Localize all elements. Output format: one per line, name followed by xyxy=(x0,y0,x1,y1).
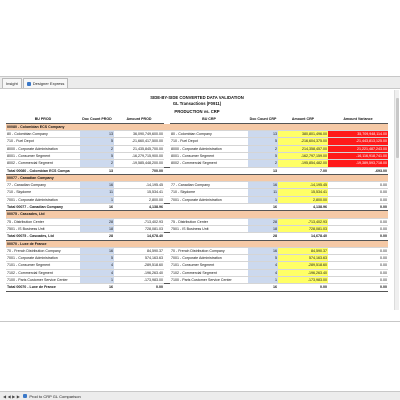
total-row xyxy=(6,204,388,211)
table-cell: 2,800.00 xyxy=(278,196,328,203)
table-cell: 18 xyxy=(248,225,278,232)
table-cell: -196,263.40 xyxy=(114,269,164,276)
table-cell: 700.00 xyxy=(114,167,164,174)
table-cell: 16 xyxy=(80,182,114,189)
table-cell: 13 xyxy=(80,131,114,138)
table-cell: -289,518.60 xyxy=(114,262,164,269)
table-body xyxy=(6,123,388,291)
table-row xyxy=(6,182,388,189)
group-header-row xyxy=(6,174,388,181)
vertical-scrollbar[interactable] xyxy=(394,90,399,310)
group-header-row xyxy=(6,240,388,247)
table-cell: 2,800.00 xyxy=(114,196,164,203)
table-cell: 0.00 xyxy=(328,269,388,276)
table-cell: 7001 - Corporate Administration xyxy=(6,196,80,203)
table-cell: 1 xyxy=(248,196,278,203)
table-cell: 8002 - Commercial Segment xyxy=(170,160,248,167)
sheet-navigation-bar xyxy=(0,391,400,400)
table-cell: Total 00080 - Colombian ECS Compa xyxy=(6,167,80,174)
group-label: 00077 - Canadian Company xyxy=(6,174,388,181)
total-row xyxy=(6,167,388,174)
table-cell: 710 - Skydome xyxy=(170,189,248,196)
table-cell: 0.00 xyxy=(328,196,388,203)
table-cell: Total 00070 - Luxe de France xyxy=(6,284,80,291)
table-cell: -16,279,715,900.00 xyxy=(114,152,164,159)
column-header: Amount PROD xyxy=(114,118,164,123)
table-cell xyxy=(170,284,248,291)
table-cell: 2 xyxy=(248,160,278,167)
table-cell: 28 xyxy=(248,218,278,225)
table-cell: -713,402.93 xyxy=(114,218,164,225)
table-cell: 2 xyxy=(248,145,278,152)
table-row xyxy=(6,138,388,145)
table-cell: 0.00 xyxy=(328,182,388,189)
table-cell: 16 xyxy=(248,284,278,291)
table-cell: -16,116,918,741.00 xyxy=(328,152,388,159)
table-cell: 7101 - Consumer Segment xyxy=(170,262,248,269)
table-cell: 84,590.37 xyxy=(278,247,328,254)
table-cell: 13 xyxy=(248,131,278,138)
table-cell: -173,983.00 xyxy=(114,277,164,284)
scrollbar-thumb[interactable] xyxy=(396,98,399,158)
table-cell: 75 - Distribution Center xyxy=(6,218,80,225)
sheet-tab-label: Prod to CRP GL Comparison xyxy=(29,393,81,399)
sheet-icon xyxy=(23,394,27,398)
table-cell: 8001 - Consumer Segment xyxy=(6,152,80,159)
table-cell: 70 - French Distribution Company xyxy=(6,247,80,254)
table-cell: 14,678.40 xyxy=(278,233,328,240)
column-header: Amount CRP xyxy=(278,118,328,123)
table-cell: 4 xyxy=(248,269,278,276)
table-row xyxy=(6,131,388,138)
group-label: 00070 - Luxe de France xyxy=(6,240,388,247)
table-cell: 0.00 xyxy=(328,284,388,291)
table-cell: 16 xyxy=(80,284,114,291)
table-cell: -14,195.45 xyxy=(278,182,328,189)
table-cell: 4,138.96 xyxy=(114,204,164,211)
table-cell: -195,854,482.00 xyxy=(278,160,328,167)
table-cell: 7101 - Consumer Segment xyxy=(6,262,80,269)
table-cell: 21,221,487,243.00 xyxy=(328,145,388,152)
table-row xyxy=(6,189,388,196)
table-cell: 4 xyxy=(80,269,114,276)
table-cell: 28 xyxy=(80,218,114,225)
table-cell: 16 xyxy=(248,182,278,189)
column-header: Amount Variance xyxy=(328,118,388,123)
table-row xyxy=(6,262,388,269)
table-cell: 7501 - IS Business Unit xyxy=(170,225,248,232)
group-label: 00080 - Colombian ECS Company xyxy=(6,123,388,130)
table-cell xyxy=(170,204,248,211)
group-header-row xyxy=(6,211,388,218)
table-cell: 16 xyxy=(80,247,114,254)
table-cell: Total 00077 - Canadian Company xyxy=(6,204,80,211)
table-cell: 4 xyxy=(248,262,278,269)
table-cell: -216,604,375.00 xyxy=(278,138,328,145)
table-cell: 16 xyxy=(248,247,278,254)
comparison-table xyxy=(6,118,388,292)
table-cell: 8002 - Commercial Segment xyxy=(6,160,80,167)
table-cell: 77 - Canadian Company xyxy=(170,182,248,189)
table-cell: -196,263.40 xyxy=(278,269,328,276)
table-cell: -693.00 xyxy=(328,167,388,174)
tab-insight[interactable] xyxy=(2,78,22,88)
table-cell: 16 xyxy=(248,204,278,211)
next-sheet-button[interactable]: ▶ xyxy=(12,393,16,399)
table-cell: 0.00 xyxy=(328,204,388,211)
table-row xyxy=(6,225,388,232)
table-cell: -19,389,593,718.00 xyxy=(328,160,388,167)
table-cell: 1 xyxy=(80,277,114,284)
column-header: Doc Count CRP xyxy=(248,118,278,123)
table-cell: 84,590.37 xyxy=(114,247,164,254)
table-cell: 710 - Skydome xyxy=(6,189,80,196)
table-cell: 28 xyxy=(248,233,278,240)
table-cell: 8000 - Corporate Administration xyxy=(170,145,248,152)
tab-designer-express[interactable] xyxy=(23,78,69,88)
table-cell: 75 - Distribution Center xyxy=(170,218,248,225)
table-cell: 77 - Canadian Company xyxy=(6,182,80,189)
table-cell: 7001 - Corporate Administration xyxy=(170,196,248,203)
table-row xyxy=(6,269,388,276)
table-cell: 21,435,845,700.00 xyxy=(114,145,164,152)
table-cell: 7.00 xyxy=(278,167,328,174)
total-row xyxy=(6,233,388,240)
table-cell: -14,195.45 xyxy=(114,182,164,189)
table-cell: 7001 - Corporate Administration xyxy=(170,255,248,262)
table-cell: 2 xyxy=(80,145,114,152)
report-sheet xyxy=(6,90,388,310)
table-cell: 7102 - Commercial Segment xyxy=(170,269,248,276)
table-cell: -21,660,417,500.00 xyxy=(114,138,164,145)
table-cell: 7100 - Paris Customer Service Center xyxy=(6,277,80,284)
sheet-tab-prod-to-crp[interactable] xyxy=(23,394,80,399)
table-cell: 7100 - Paris Customer Service Center xyxy=(170,277,248,284)
table-cell: 0.00 xyxy=(328,262,388,269)
report-title: SIDE-BY-SIDE CONVERTED DATA VALIDATION xyxy=(150,95,244,100)
table-cell: -21,443,813,125.00 xyxy=(328,138,388,145)
table-cell: 1 xyxy=(248,277,278,284)
table-cell: 8001 - Consumer Segment xyxy=(170,152,248,159)
table-cell: 5 xyxy=(248,152,278,159)
table-row xyxy=(6,196,388,203)
table-cell: 2 xyxy=(80,160,114,167)
table-cell: 5 xyxy=(248,255,278,262)
table-cell: 0.00 xyxy=(328,218,388,225)
table-cell: 18 xyxy=(80,225,114,232)
table-cell: 0.00 xyxy=(328,189,388,196)
tab-label: Designer Express xyxy=(32,81,65,86)
group-label: 00075 - Cascades, Ltd xyxy=(6,211,388,218)
table-cell: 4,138.96 xyxy=(278,204,328,211)
column-header: BU CRP xyxy=(170,118,248,123)
table-cell: 0.00 xyxy=(328,277,388,284)
table-cell: 728,081.03 xyxy=(278,225,328,232)
total-row xyxy=(6,284,388,291)
table-cell: 7501 - IS Business Unit xyxy=(6,225,80,232)
table-cell: 35,709,948,114.00 xyxy=(328,131,388,138)
table-cell: 11 xyxy=(80,189,114,196)
table-cell: 15,534.41 xyxy=(278,189,328,196)
table-cell: 15,534.41 xyxy=(114,189,164,196)
table-cell: 4 xyxy=(80,262,114,269)
table-cell: 5 xyxy=(80,138,114,145)
table-cell: 214,358,457.00 xyxy=(278,145,328,152)
table-cell: 80 - Colombian Company xyxy=(170,131,248,138)
table-cell: -289,518.60 xyxy=(278,262,328,269)
table-cell: 574,163.63 xyxy=(278,255,328,262)
first-sheet-button[interactable]: ◀ xyxy=(3,393,7,399)
table-cell: 0.00 xyxy=(114,284,164,291)
table-cell: -173,983.00 xyxy=(278,277,328,284)
table-cell xyxy=(170,233,248,240)
table-cell: 13 xyxy=(248,167,278,174)
table-cell: Total 00075 - Cascades, Ltd xyxy=(6,233,80,240)
table-row xyxy=(6,152,388,159)
table-cell xyxy=(170,167,248,174)
table-row xyxy=(6,145,388,152)
table-cell: 0.00 xyxy=(278,284,328,291)
table-cell: 16 xyxy=(80,204,114,211)
report-comparison: PRODUCTION vs. CRP xyxy=(174,109,220,114)
report-window xyxy=(0,76,400,322)
previous-sheet-button[interactable]: ◀ xyxy=(7,393,11,399)
group-header-row xyxy=(6,123,388,130)
table-row xyxy=(6,255,388,262)
table-cell: 5 xyxy=(248,138,278,145)
table-cell: -19,585,448,200.00 xyxy=(114,160,164,167)
table-row xyxy=(6,277,388,284)
table-cell: 0.00 xyxy=(328,255,388,262)
table-cell: 728,081.03 xyxy=(114,225,164,232)
table-cell: 1 xyxy=(80,196,114,203)
report-subtitle: GL Transactions (F0911) xyxy=(172,101,222,106)
table-cell: 710 - Fuel Depot xyxy=(170,138,248,145)
top-tab-bar xyxy=(0,77,400,89)
table-cell: 80 - Colombian Company xyxy=(6,131,80,138)
table-cell: 574,163.63 xyxy=(114,255,164,262)
designer-icon xyxy=(27,82,31,86)
table-cell: 11 xyxy=(248,189,278,196)
table-cell: 0.00 xyxy=(328,225,388,232)
table-cell: 5 xyxy=(80,255,114,262)
table-row xyxy=(6,218,388,225)
table-cell: 0.00 xyxy=(328,233,388,240)
tab-label: Insight xyxy=(6,81,18,86)
table-cell: 7102 - Commercial Segment xyxy=(6,269,80,276)
table-cell: -162,797,159.00 xyxy=(278,152,328,159)
table-row xyxy=(6,247,388,254)
table-cell: 7001 - Corporate Administration xyxy=(6,255,80,262)
table-cell: 380,801,496.00 xyxy=(278,131,328,138)
column-header: Doc Count PROD xyxy=(80,118,114,123)
table-cell: 13 xyxy=(80,167,114,174)
table-cell: 8000 - Corporate Administration xyxy=(6,145,80,152)
table-cell: 36,090,749,600.00 xyxy=(114,131,164,138)
table-cell: 70 - French Distribution Company xyxy=(170,247,248,254)
table-cell: 710 - Fuel Depot xyxy=(6,138,80,145)
table-row xyxy=(6,160,388,167)
last-sheet-button[interactable]: ▶ xyxy=(16,393,20,399)
table-cell: -713,402.93 xyxy=(278,218,328,225)
column-header: BU PROD xyxy=(6,118,80,123)
table-cell: 14,678.40 xyxy=(114,233,164,240)
table-cell: 0.00 xyxy=(328,247,388,254)
table-cell: 5 xyxy=(80,152,114,159)
table-cell: 28 xyxy=(80,233,114,240)
